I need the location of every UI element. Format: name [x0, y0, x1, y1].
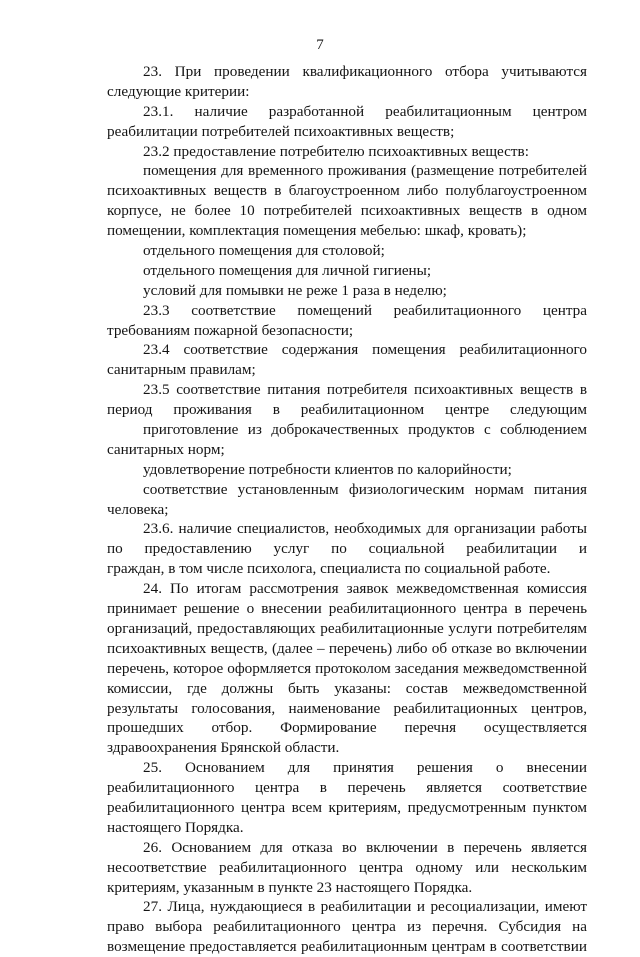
page-number: 7 — [316, 37, 324, 53]
text-line: прошедших отбор. Формирование перечня осуществляется — [107, 719, 587, 737]
text-line: помещении, комплектация помещения мебелью: шкаф, кровать); — [107, 222, 527, 240]
text-line: несоответствие реабилитационного центра одному или нескольким — [107, 858, 587, 876]
text-line: реабилитации потребителей психоактивных веществ; — [107, 122, 455, 140]
text-line: 23.6. наличие специалистов, необходимых для организации работы — [143, 520, 587, 538]
text-line: помещения для временного проживания (размещение потребителей — [143, 162, 587, 180]
text-line: 23. При проведении квалификационного отбора учитываются — [143, 63, 587, 80]
text-line: удовлетворение потребности клиентов по калорийности; — [143, 460, 512, 478]
text-line: психоактивных веществ, (далее – перечень) либо об отказе во включении — [107, 639, 587, 657]
text-line: человека; — [107, 500, 169, 518]
text-line: требованиям пожарной безопасности; — [107, 321, 354, 339]
text-line: организаций, предоставляющих реабилитационные услуги потребителям — [107, 619, 587, 637]
text-line: 26. Основанием для отказа во включении в перечень является — [143, 838, 587, 856]
text-line: 23.5 соответствие питания потребителя психоактивных веществ в — [143, 381, 587, 399]
text-line: санитарных норм; — [107, 440, 225, 458]
text-line: реабилитационного центра всем критериям, предусмотренным пунктом — [107, 798, 587, 816]
text-line: психоактивных веществ в благоустроенном либо полублагоустроенном — [107, 182, 587, 200]
text-line: критериям, указанным в пункте 23 настоящего Порядка. — [107, 878, 473, 896]
text-line: 23.4 соответствие содержания помещения реабилитационного — [143, 341, 587, 359]
text-line: 25. Основанием для принятия решения о внесении — [143, 759, 587, 777]
text-line: право выбора реабилитационного центра из перечня. Субсидия на — [107, 918, 587, 936]
text-line: 24. По итогам рассмотрения заявок межведомственная комиссия — [143, 580, 587, 598]
text-line: корпусе, не более 10 потребителей психоактивных веществ в одном — [107, 202, 587, 220]
document-body — [107, 62, 587, 957]
text-line: 27. Лица, нуждающиеся в реабилитации и ресоциализации, имеют — [143, 898, 587, 916]
text-line: условий для помывки не реже 1 раза в неделю; — [143, 281, 447, 299]
text-line: санитарным правилам; — [107, 361, 256, 379]
text-line: 23.3 соответствие помещений реабилитационного центра — [143, 301, 587, 319]
text-line: принимает решение о внесении реабилитационного центра в перечень — [107, 600, 587, 618]
text-line: здравоохранения Брянской области. — [107, 739, 340, 757]
text-line: результаты голосования, наименование реабилитационных центров, — [107, 699, 587, 717]
text-line: отдельного помещения для столовой; — [143, 242, 385, 260]
text-line: комиссии, где должны быть указаны: состав межведомственной — [107, 679, 587, 697]
text-line: приготовление из доброкачественных продуктов с соблюдением — [143, 421, 587, 439]
text-line: реабилитационного центра в перечень является соответствие — [107, 779, 587, 797]
text-line: 23.2 предоставление потребителю психоактивных веществ: — [143, 142, 529, 160]
text-line: настоящего Порядка. — [107, 818, 244, 836]
text-line: отдельного помещения для личной гигиены; — [143, 261, 432, 279]
text-line: возмещение предоставляется реабилитационным центрам в соответствии — [107, 938, 587, 956]
text-line: по предоставлению услуг по социальной реабилитации и — [107, 540, 587, 558]
text-line: соответствие установленным физиологическим нормам питания — [143, 480, 587, 498]
text-line: следующие критерии: — [107, 82, 250, 100]
text-line: граждан, в том числе психолога, специалиста по социальной работе. — [107, 560, 551, 578]
text-line: перечень, которое оформляется протоколом заседания межведомственной — [107, 659, 587, 677]
text-line: период проживания в реабилитационном центре следующим — [107, 401, 587, 419]
text-line: 23.1. наличие разработанной реабилитационным центром — [143, 102, 587, 120]
